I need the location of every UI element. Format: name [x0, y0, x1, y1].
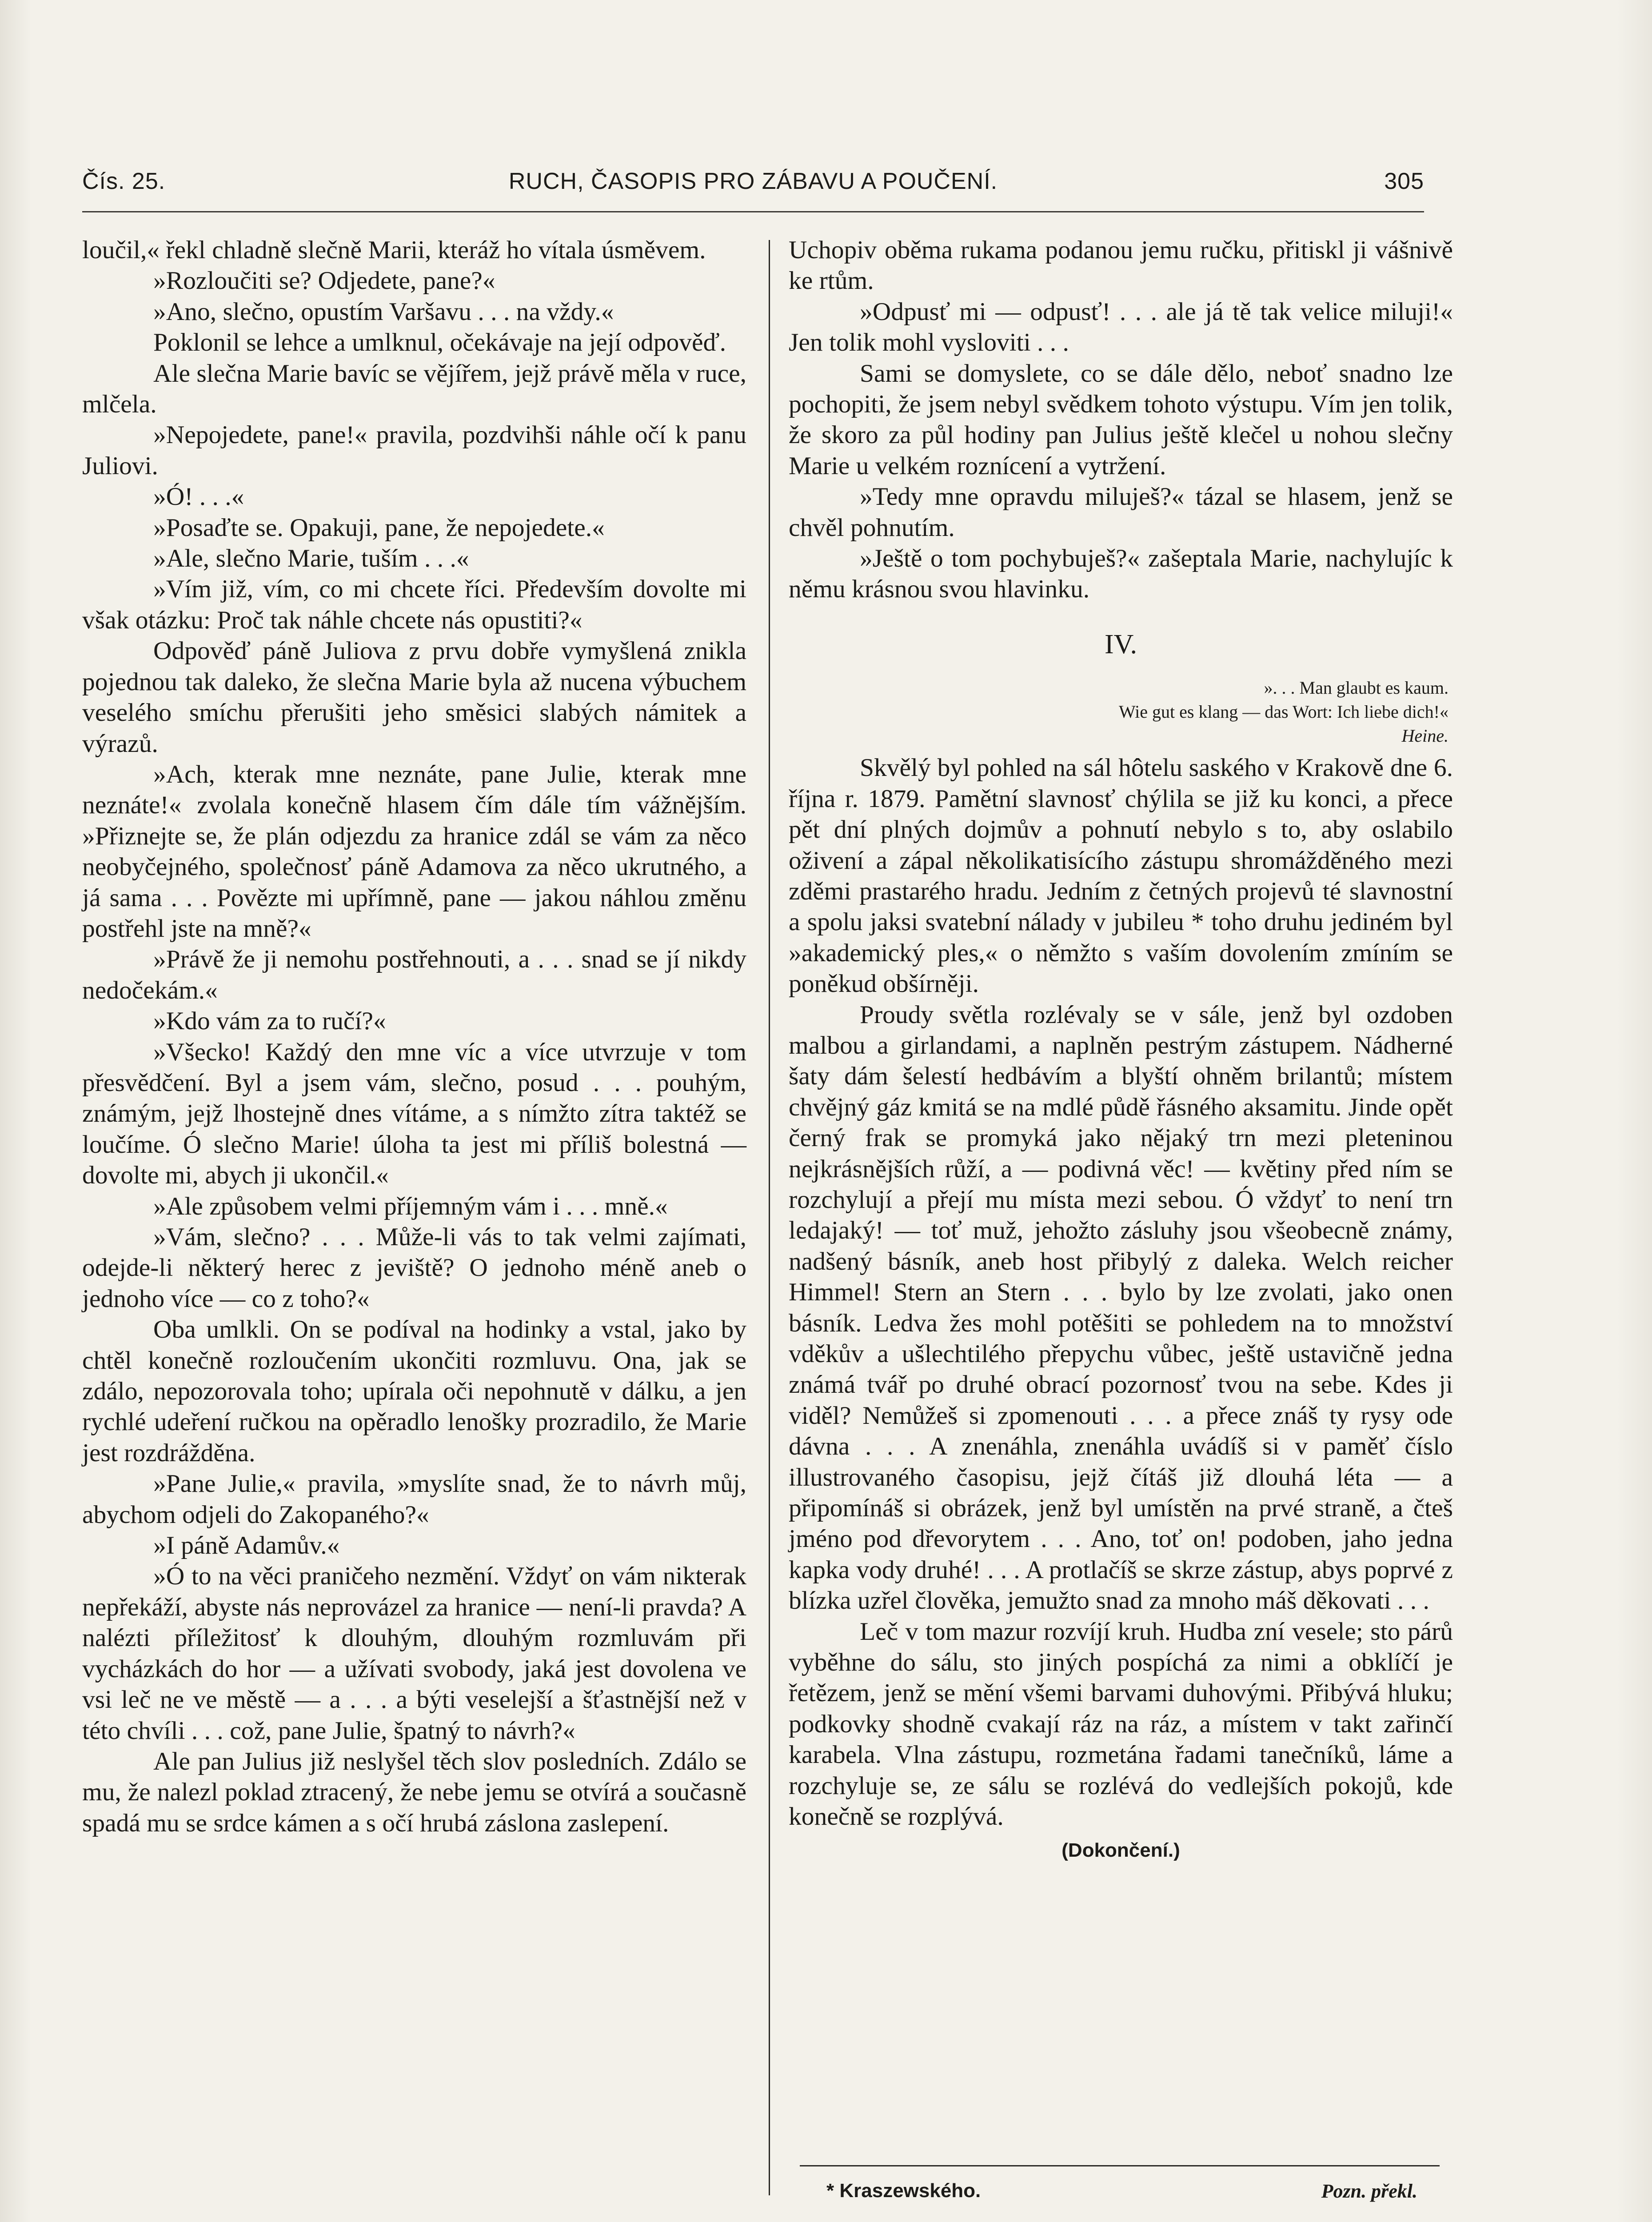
left-column-paragraph: »I páně Adamův.«: [153, 1531, 340, 1560]
footnote: [826, 2180, 1417, 2206]
left-column-paragraph: »Rozloučiti se? Odjedete, pane?«: [153, 267, 495, 295]
header-rule: [82, 211, 1424, 212]
right-column-paragraph: Proudy světla rozlévaly se v sále, jenž byl ozdoben malbou a girlandami, a naplněn pestrým zástupem. Nádherné šaty dám šelestí hedbávím a blyští ohněm brilantů; místem chvějný gáz kmitá se na mdlé půdě řásného aksamitu. Jinde opět černý frak se promyká jako nějaký trn mezi pleteninou nejkrásnějších růží, a — podivná věc! — květiny před ním se rozchylují a přejí mu místa mezi sebou. Ó vždyť to není trn ledajaký! — toť muž, jehožto zásluhy jsou všeobecně známy, nadšený básník, aneb host přibylý z daleka. Welch reicher Himmel! Stern an Stern . . . bylo by lze zvolati, jako onen básník. Ledva žes mohl potěšiti se pohledem na to množství vděkův a ušlechtilého přepychu vůbec, ještě ustavičně jedna známá tvář po druhé obrací pozornosť tvou na sebe. Kdes ji viděl? Nemůžeš si zpomenouti . . . a přece znáš ty rysy ode dávna . . . A znenáhla, znenáhla uvádíš si v paměť číslo illustrovaného časopisu, jejž čítáš již dlouhá léta — a připomínáš si obrázek, jenž byl umístěn na prvé straně, a čteš jméno pod dřevorytem . . . Ano, toť on! podoben, jaho jedna kapka vody druhé! . . . A protlačíš se skrze zástup, abys poprvé z blízka uzřel člověka, jemužto snad za mnoho máš děkovati . . .: [789, 1000, 1453, 1615]
right-column-paragraph: Skvělý byl pohled na sál hôtelu saského v Krakově dne 6. října r. 1879. Pamětní slavnosť chýlila se již ku konci, a přece pět dní plných dojmův a pohnutí nebylo s to, aby oslabilo oživení a zápal několikatisícího zástupu shromážděného mezi zděmi prastarého hradu. Jedním z četných projevů té slavnostní a spolu jaksi svatební nálady v jubileu * toho druhu jediném byl »akademický ples,« o němžto s vaším dovolením zmíním se poněkud obšírněji.: [789, 754, 1453, 998]
continuation-note: (Dokončení.): [1061, 1839, 1180, 1861]
left-column-paragraph: »Vím již, vím, co mi chcete říci. Především dovolte mi však otázku: Proč tak náhle chcete nás opustiti?«: [82, 575, 746, 634]
left-column-paragraph: »Ó! . . .«: [153, 483, 244, 511]
left-column-paragraph: Odpověď páně Juliova z prvu dobře vymyšlená znikla pojednou tak daleko, že slečna Marie byla až nucena výbuchem veselého smíchu přerušiti jeho směsici slabých námitek a výrazů.: [82, 637, 746, 758]
right-column-paragraph: Uchopiv oběma rukama podanou jemu ručku, přitiskl ji vášnivě ke rtům.: [789, 236, 1453, 295]
running-header: [82, 168, 1424, 208]
left-column-paragraph: »Právě že ji nemohu postřehnouti, a . . . snad se jí nikdy nedočekám.«: [82, 945, 746, 1004]
left-column-paragraph: Ale slečna Marie bavíc se vějířem, jejž právě měla v ruce, mlčela.: [82, 359, 746, 419]
left-column-paragraph: »Vám, slečno? . . . Může-li vás to tak velmi zajímati, odejde-li některý herec z jeviště? O jednoho méně aneb o jednoho více — co z toho?«: [82, 1223, 746, 1313]
footnote-text: * Kraszewského.: [826, 2180, 981, 2202]
right-column-paragraph: »Tedy mne opravdu miluješ?« tázal se hlasem, jenž se chvěl pohnutím.: [789, 483, 1453, 542]
motto-line-2: Wie gut es klang — das Wort: Ich liebe dich!«: [1118, 702, 1448, 722]
right-column-paragraph: Leč v tom mazur rozvíjí kruh. Hudba zní vesele; sto párů vyběhne do sálu, sto jiných pospíchá za nimi a obklíčí je řetězem, jenž se mění všemi barvami duhovými. Přibývá hluku; podkovky shodně cvakají ráz na ráz, a místem v takt zařinčí karabela. Vlna zástupu, rozmetána řadami tanečníků, láme a rozchyluje se, ze sálu se rozlévá do vedlejších pokojů, kde konečně se rozplývá.: [789, 1617, 1453, 1831]
page-number: 305: [1384, 168, 1424, 194]
section-heading: IV.: [1105, 629, 1137, 659]
footnote-rule: [800, 2165, 1440, 2166]
left-column-paragraph: loučil,« řekl chladně slečně Marii, kteráž ho vítala úsměvem.: [82, 236, 706, 264]
right-column-paragraph: »Ještě o tom pochybuješ?« zašeptala Marie, nachylujíc k němu krásnou svou hlavinku.: [789, 544, 1453, 603]
left-column-paragraph: Poklonil se lehce a umlknul, očekávaje na její odpověď.: [153, 328, 726, 357]
right-column: [789, 235, 1453, 2168]
left-column-paragraph: Ale pan Julius již neslyšel těch slov posledních. Zdálo se mu, že nalezl poklad ztracený, že nebe jemu se otvírá a současně spadá mu se srdce kámen a s očí hrubá záslona zaslepení.: [82, 1747, 746, 1837]
left-column-paragraph: »Ó to na věci praničeho nezmění. Vždyť on vám nikterak nepřekáží, abyste nás neprovázel za hranice — není-li pravda? A nalézti příležitosť k dlouhým, dlouhým rozmluvám při vycházkách do hor — a užívati svobody, jaká jest dovolena ve vsi leč ne ve městě — a . . . a býti veselejší a šťastnější než v této chvíli . . . což, pane Julie, špatný to návrh?«: [82, 1562, 746, 1745]
left-column-paragraph: Oba umlkli. On se podíval na hodinky a vstal, jako by chtěl konečně rozloučením ukončiti rozmluvu. Ona, jak se zdálo, nepozorovala toho; upírala oči nepohnutě v dálku, a jen rychlé udeření ručkou na opěradlo lenošky prozradilo, že Marie jest rozdrážděna.: [82, 1315, 746, 1467]
left-column-paragraph: »Ale, slečno Marie, tuším . . .«: [153, 544, 469, 573]
left-column-paragraph: »Ale způsobem velmi příjemným vám i . . . mně.«: [153, 1192, 668, 1220]
left-column-paragraph: »Ano, slečno, opustím Varšavu . . . na vždy.«: [153, 297, 614, 326]
right-column-lower: [789, 752, 1453, 1832]
right-column-upper: [789, 235, 1453, 605]
right-column-paragraph: Sami se domyslete, co se dále dělo, neboť snadno lze pochopiti, že jsem nebyl svědkem tohoto výstupu. Vím jen tolik, že skoro za půl hodiny pan Julius ještě klečel u nohou slečny Marie u velkém roznícení a vytržení.: [789, 359, 1453, 480]
footnote-credit: Pozn. překl.: [1321, 2180, 1417, 2202]
column-divider: [769, 240, 770, 2195]
left-column-paragraph: »Nepojedete, pane!« pravila, pozdvihši náhle očí k panu Juliovi.: [82, 421, 746, 480]
left-column-paragraph: »Ach, kterak mne neznáte, pane Julie, kterak mne neznáte!« zvolala konečně hlasem čím dále tím vážnějším. »Přiznejte se, že plán odjezdu za hranice zdál se vám za něco neobyčejného, společnosť páně Adamova za něco ukrutného, a já sama . . . Povězte mi upřímně, pane — jakou náhlou změnu postřehl jste na mně?«: [82, 760, 746, 943]
right-column-paragraph: »Odpusť mi — odpusť! . . . ale já tě tak velice miluji!« Jen tolik mohl vysloviti . . .: [789, 297, 1453, 357]
left-column-paragraph: »Kdo vám za to ručí?«: [153, 1007, 386, 1035]
left-column: [82, 235, 746, 2199]
left-column-paragraph: »Pane Julie,« pravila, »myslíte snad, že to návrh můj, abychom odjeli do Zakopaného?«: [82, 1470, 746, 1529]
left-column-paragraph: »Všecko! Každý den mne víc a více utvrzuje v tom přesvědčení. Byl a jsem vám, slečno, posud . . . pouhým, známým, jejž lhostejně dnes vítáme, a s nímžto zítra taktéž se loučíme. Ó slečno Marie! úloha ta jest mi příliš bolestná — dovolte mi, abych ji ukončil.«: [82, 1038, 746, 1190]
motto-line-1: ». . . Man glaubt es kaum.: [1264, 678, 1448, 698]
journal-title: RUCH, ČASOPIS PRO ZÁBAVU A POUČENÍ.: [508, 168, 998, 194]
motto-author: Heine.: [1401, 726, 1448, 746]
issue-number: Čís. 25.: [82, 168, 166, 194]
left-column-paragraph: »Posaďte se. Opakuji, pane, že nepojedete.«: [153, 513, 605, 542]
